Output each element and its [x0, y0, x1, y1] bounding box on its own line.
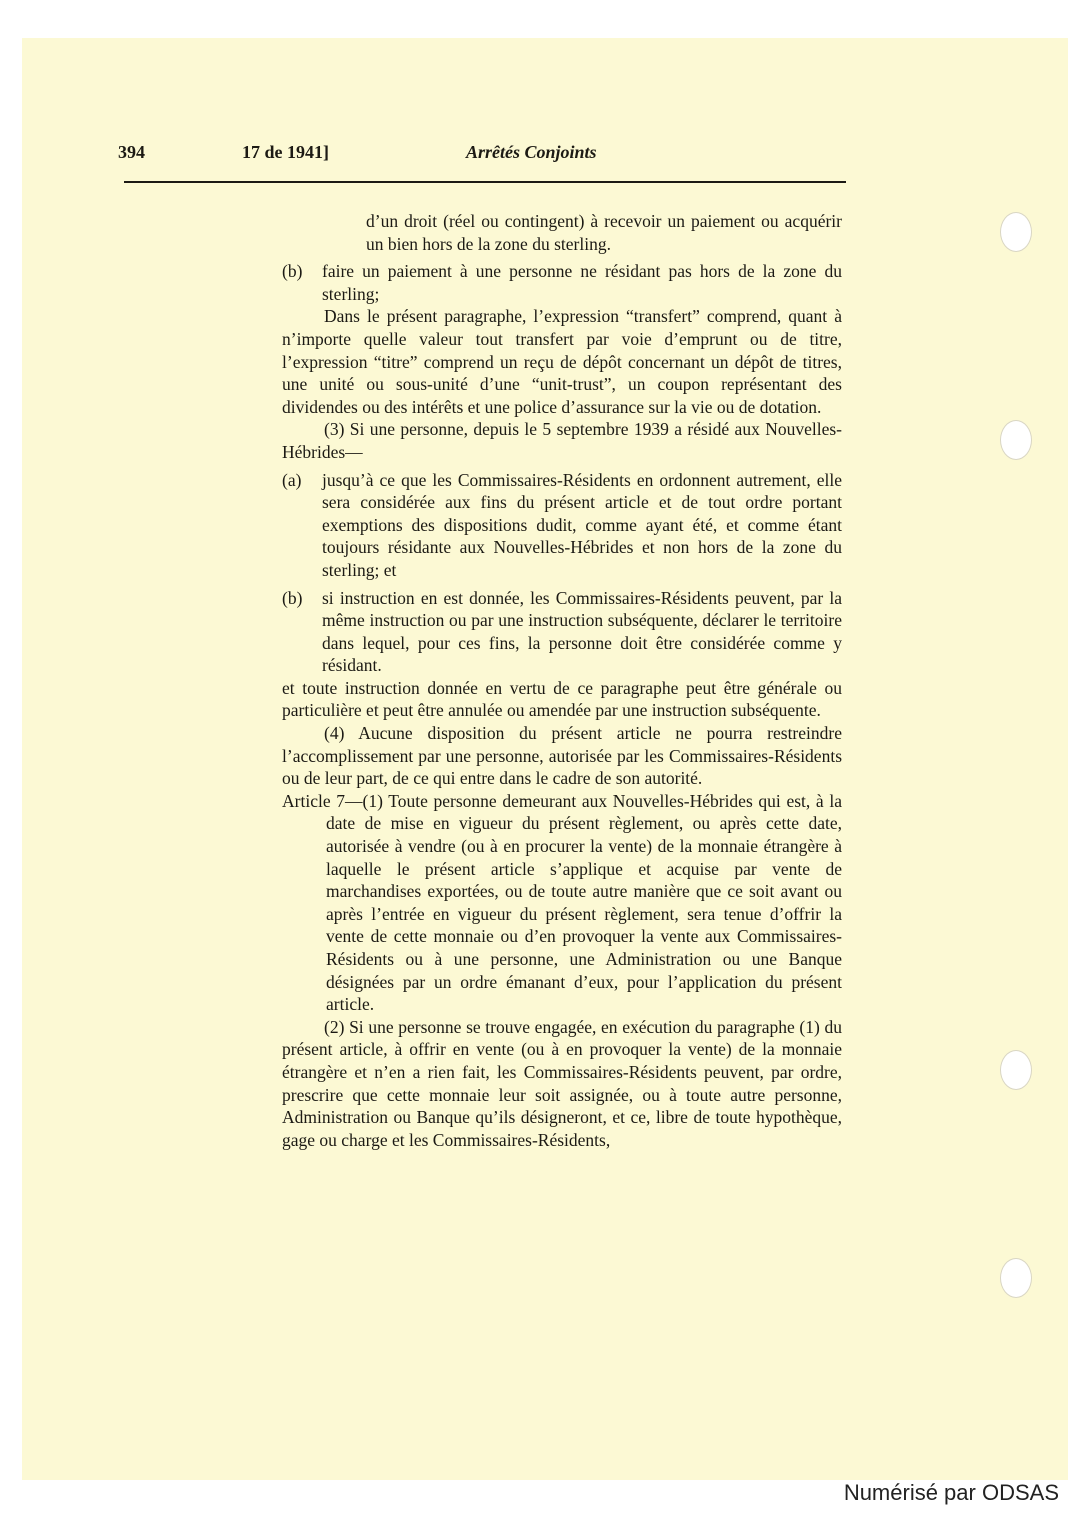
item-text: faire un paiement à une personne ne résidant pas hors de la zone du sterling;: [322, 261, 842, 304]
article-7: Article 7—(1) Toute personne demeurant aux Nouvelles-Hébrides qui est, à la date de mise en vigueur du présent règlement, ou après cette date, autorisée à vendre (ou à en procurer la vente) de la monnaie étrangère à laquelle le présent article s’applique et acquise par vente de marchandises exportées, ou de toute autre manière que ce soit avant ou après l’entrée en vigueur du présent règlement, sera tenue d’offrir la vente de cette monnaie ou d’en provoquer la vente aux Commissaires-Résidents ou à une personne, une Administration ou une Banque désignées par un ordre émanant d’eux, pour l’application du présent article.: [282, 790, 842, 1015]
page-number: 394: [118, 142, 145, 162]
list-item: [282, 469, 842, 582]
binder-hole: [1000, 1050, 1032, 1090]
item-label: (b): [282, 261, 303, 282]
item-label: (a): [282, 469, 302, 490]
item-text: jusqu’à ce que les Commissaires-Résidents en ordonnent autrement, elle sera considérée aux fins du présent article et de tout ordre portant exemptions des dispositions dudit, comme ayant été, et comme étant toujours résidante aux Nouvelles-Hébrides et non hors de la zone du sterling; et: [322, 469, 842, 580]
header-rule: [124, 181, 846, 183]
article-7-paragraph-2: (2) Si une personne se trouve engagée, en exécution du paragraphe (1) du présent article, à offrir en vente (ou à en provoquer la vente) de la monnaie étrangère et n’en a rien fait, les Commissaires-Résidents peuvent, par ordre, prescrire que cette monnaie leur soit assignée, ou à toute autre personne, Administration ou Banque qu’ils désigneront, et ce, libre de toute hypothèque, gage ou charge et les Commissaires-Résidents,: [282, 1016, 842, 1150]
header-date: 17 de 1941]: [242, 142, 329, 162]
list-item: [282, 587, 842, 677]
item-label: (b): [282, 587, 303, 608]
document-body: [282, 210, 842, 1151]
list-item: [282, 260, 842, 305]
page-header: [118, 142, 846, 168]
digitization-credit: Numérisé par ODSAS: [843, 1480, 1059, 1505]
definition-paragraph: Dans le présent paragraphe, l’expression “transfert” comprend, quant à n’importe quelle valeur tout transfert par voie d’emprunt ou de titre, l’expression “titre” comprend un reçu de dépôt concernant un dépôt de titres, une unité ou sous-unité d’une “unit-trust”, un coupon représentant des dividendes ou des intérêts et une police d’assurance sur la vie ou de dotation.: [282, 306, 842, 417]
paragraph-4: (4) Aucune disposition du présent article ne pourra restreindre l’accomplissement par une personne, autorisée par les Commissaires-Résidents ou de leur part, de ce qui entre dans le cadre de son autorité.: [282, 723, 842, 789]
paragraph-3-close: et toute instruction donnée en vertu de ce paragraphe peut être générale ou particulière et peut être annulée ou amendée par une instruction subséquente.: [282, 677, 842, 721]
paragraph-3-intro: (3) Si une personne, depuis le 5 septembre 1939 a résidé aux Nouvelles-Hébrides—: [282, 419, 842, 462]
binder-hole: [1000, 212, 1032, 252]
binder-hole: [1000, 420, 1032, 460]
header-title: Arrêtés Conjoints: [466, 142, 597, 162]
item-text: si instruction en est donnée, les Commissaires-Résidents peuvent, par la même instruction ou par une instruction subséquente, déclarer le territoire dans lequel, pour ces fins, la personne doit être considérée comme y résidant.: [322, 587, 842, 676]
binder-hole: [1000, 1258, 1032, 1298]
continuation-text: d’un droit (réel ou contingent) à recevoir un paiement ou acquérir un bien hors de la zone du sterling.: [366, 211, 842, 254]
